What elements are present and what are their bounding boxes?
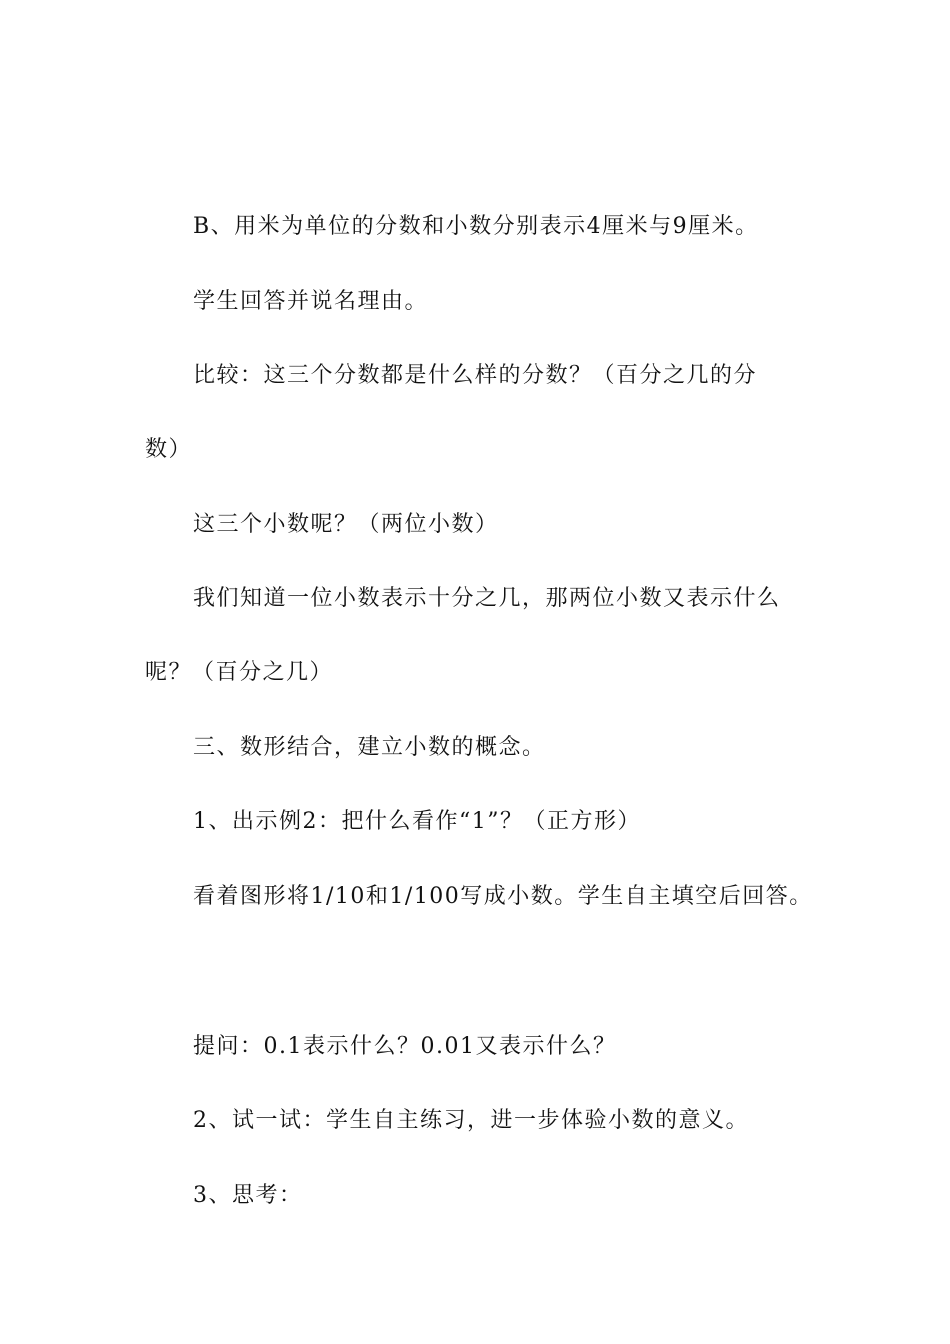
paragraph-line: 2、试一试：学生自主练习，进一步体验小数的意义。 — [193, 1108, 749, 1133]
paragraph-line: B、用米为单位的分数和小数分别表示4厘米与9厘米。 — [193, 214, 759, 239]
paragraph-line: 1、出示例2：把什么看作“1”？（正方形） — [193, 809, 641, 834]
paragraph-line: 看着图形将1/10和1/100写成小数。学生自主填空后回答。 — [193, 884, 813, 909]
paragraph-line: 我们知道一位小数表示十分之几，那两位小数又表示什么 — [193, 586, 781, 611]
paragraph-line: 这三个小数呢？（两位小数） — [193, 512, 499, 537]
section-heading: 三、数形结合，建立小数的概念。 — [193, 735, 546, 760]
paragraph-line: 比较：这三个分数都是什么样的分数？（百分之几的分 — [193, 363, 758, 388]
paragraph-line: 学生回答并说名理由。 — [193, 289, 429, 314]
paragraph-line: 提问：0.1表示什么？0.01又表示什么？ — [193, 1034, 617, 1059]
paragraph-line: 数） — [145, 437, 193, 462]
paragraph-line: 呢？（百分之几） — [145, 660, 334, 685]
paragraph-line: 3、思考： — [193, 1183, 303, 1208]
